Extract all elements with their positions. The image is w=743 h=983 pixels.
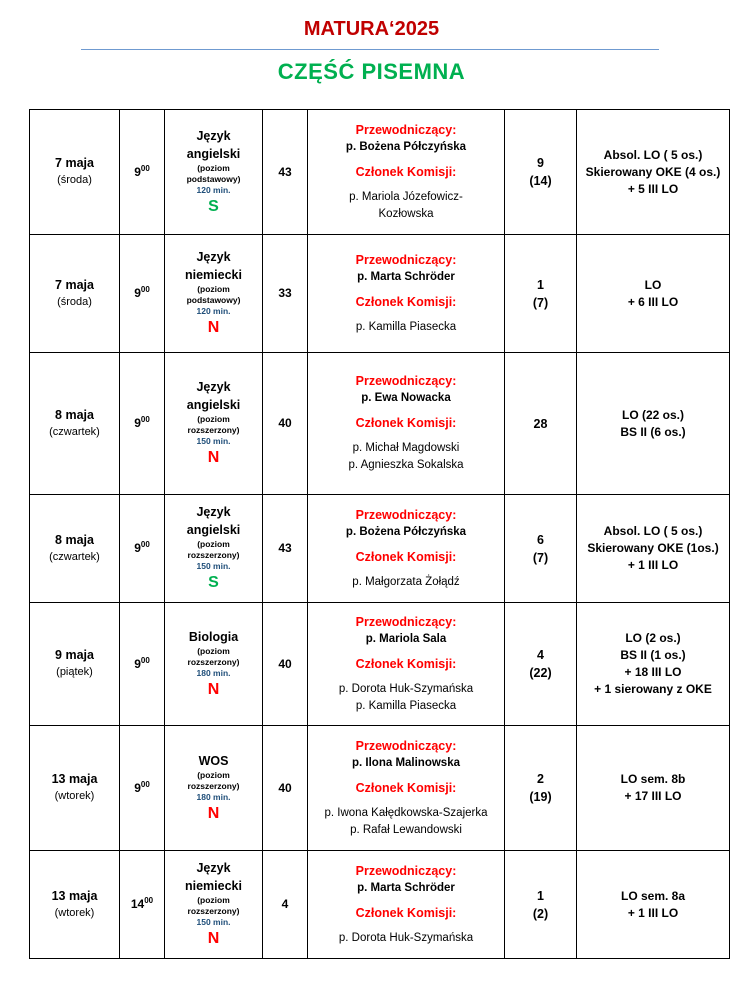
room-cell: 43: [263, 110, 308, 235]
subject-level: (poziom: [197, 769, 230, 780]
exam-weekday: (wtorek): [54, 790, 95, 802]
spacer: [310, 797, 502, 805]
time-cell: [120, 110, 165, 235]
room-cell: 33: [263, 235, 308, 353]
chair-name: p. Ewa Nowacka: [361, 392, 451, 404]
exam-date: 13 maja: [51, 772, 98, 786]
spacer: [310, 673, 502, 681]
exam-schedule-table: [29, 109, 730, 959]
group-entry: + 1 sierowany z OKE: [594, 682, 712, 696]
exam-mark: S: [208, 197, 219, 215]
subject-level: (poziom: [197, 539, 230, 549]
exam-hour: 9: [134, 780, 141, 795]
subject-name: niemiecki: [185, 268, 242, 282]
exam-weekday: (środa): [57, 174, 92, 186]
spacer: [310, 181, 502, 189]
group-entry: + 5 III LO: [627, 181, 679, 196]
exam-mark: S: [208, 574, 219, 591]
subject-name: angielski: [186, 398, 241, 412]
subject-cell: [165, 495, 263, 603]
count-cell: [505, 495, 577, 603]
exam-duration: 120 min.: [196, 306, 231, 316]
page-subtitle: CZĘŚĆ PISEMNA: [277, 59, 466, 84]
student-count: 2: [537, 772, 544, 786]
exam-weekday: (czwartek): [49, 550, 100, 563]
spacer: [310, 156, 502, 164]
student-count: (22): [529, 666, 552, 680]
time-cell: [120, 726, 165, 851]
spacer: [310, 407, 502, 415]
group-entry: LO sem. 8a: [620, 888, 686, 903]
subject-name: WOS: [198, 753, 229, 768]
committee-cell: [308, 353, 505, 495]
subject-name: Język: [196, 250, 231, 264]
group-entry: + 1 III LO: [627, 558, 679, 572]
chair-name: p. Bożena Półczyńska: [345, 140, 467, 153]
exam-mark: N: [207, 930, 220, 947]
committee-cell: [308, 110, 505, 235]
group-entry: Skierowany OKE (4 os.): [585, 164, 721, 179]
student-count: 4: [537, 648, 544, 662]
student-count: (2): [532, 906, 549, 921]
subject-name: Język: [196, 128, 231, 143]
exam-mark: N: [207, 680, 220, 698]
student-count: (7): [532, 550, 549, 565]
room-cell: 43: [263, 495, 308, 603]
subject-cell: [165, 603, 263, 726]
member-name: p. Agnieszka Sokalska: [348, 459, 464, 471]
student-count: 6: [537, 532, 544, 547]
member-label: Członek Komisji:: [355, 164, 457, 179]
date-cell: [30, 726, 120, 851]
groups-cell: [577, 353, 730, 495]
group-entry: BS II (1 os.): [620, 648, 686, 662]
member-label: Członek Komisji:: [355, 656, 457, 671]
exam-minutes: 00: [140, 655, 150, 665]
table-row: [30, 495, 730, 603]
group-entry: Absol. LO ( 5 os.): [603, 524, 703, 538]
spacer: [310, 772, 502, 780]
subject-name: Biologia: [188, 629, 239, 644]
chair-label: Przewodniczący:: [355, 863, 457, 878]
spacer: [310, 432, 502, 440]
spacer: [310, 311, 502, 319]
member-name: p. Michał Magdowski: [352, 442, 460, 454]
member-name: p. Kamilla Piasecka: [355, 320, 457, 333]
group-entry: + 17 III LO: [624, 789, 682, 803]
chair-label: Przewodniczący:: [355, 738, 457, 753]
subject-level: rozszerzony): [187, 425, 240, 435]
exam-minutes: 00: [140, 163, 150, 173]
date-cell: [30, 851, 120, 959]
member-name: Kozłowska: [378, 207, 434, 220]
room-cell: 40: [263, 603, 308, 726]
subject-name: niemiecki: [185, 879, 242, 893]
student-count: 1: [537, 277, 544, 292]
student-count: (19): [529, 790, 552, 804]
room-cell: 40: [263, 353, 308, 495]
exam-minutes: 00: [140, 285, 150, 294]
exam-hour: 14: [130, 897, 145, 911]
count-cell: [505, 353, 577, 495]
table-row: [30, 235, 730, 353]
chair-name: p. Bożena Półczyńska: [345, 525, 467, 538]
exam-duration: 150 min.: [196, 436, 231, 446]
exam-date: 9 maja: [55, 648, 94, 662]
member-label: Członek Komisji:: [355, 416, 457, 430]
groups-cell: [577, 110, 730, 235]
groups-cell: [577, 495, 730, 603]
committee-cell: [308, 603, 505, 726]
exam-date: 7 maja: [55, 277, 94, 292]
exam-date: 8 maja: [55, 407, 94, 422]
exam-hour: 9: [134, 286, 141, 300]
subject-level: (poziom: [197, 895, 230, 905]
time-cell: [120, 495, 165, 603]
exam-duration: 150 min.: [196, 917, 231, 927]
subject-name: Język: [196, 380, 231, 394]
chair-label: Przewodniczący:: [355, 374, 457, 388]
committee-cell: [308, 726, 505, 851]
groups-cell: [577, 235, 730, 353]
group-entry: BS II (6 os.): [620, 424, 686, 439]
exam-duration: 180 min.: [196, 791, 231, 802]
exam-duration: 180 min.: [196, 667, 231, 678]
member-name: p. Mariola Józefowicz-: [349, 190, 463, 203]
subject-level: rozszerzony): [187, 780, 240, 791]
time-cell: [120, 353, 165, 495]
groups-cell: [577, 851, 730, 959]
member-label: Członek Komisji:: [355, 549, 457, 564]
exam-minutes: 00: [144, 896, 154, 905]
count-cell: [505, 603, 577, 726]
member-name: p. Małgorzata Żołądź: [352, 575, 460, 588]
spacer: [310, 648, 502, 656]
subject-level: (poziom: [197, 162, 230, 173]
title-divider: [81, 49, 659, 50]
exam-hour: 9: [134, 164, 141, 179]
count-cell: [505, 726, 577, 851]
subject-level: rozszerzony): [187, 656, 240, 667]
exam-date: 7 maja: [55, 156, 94, 170]
chair-label: Przewodniczący:: [355, 252, 457, 267]
chair-label: Przewodniczący:: [355, 507, 457, 522]
subject-cell: [165, 726, 263, 851]
member-name: p. Dorota Huk-Szymańska: [338, 931, 474, 944]
table-row: [30, 110, 730, 235]
subject-level: podstawowy): [186, 173, 241, 184]
group-entry: + 1 III LO: [627, 905, 679, 920]
date-cell: [30, 495, 120, 603]
spacer: [310, 566, 502, 574]
table-row: [30, 851, 730, 959]
spacer: [310, 922, 502, 930]
count-cell: [505, 235, 577, 353]
student-count: 28: [533, 416, 548, 431]
chair-name: p. Mariola Sala: [365, 632, 447, 645]
chair-name: p. Ilona Malinowska: [352, 756, 460, 769]
groups-cell: [577, 603, 730, 726]
exam-minutes: 00: [140, 779, 150, 789]
exam-minutes: 00: [140, 540, 150, 549]
member-name: p. Rafał Lewandowski: [350, 823, 462, 836]
group-entry: + 6 III LO: [627, 294, 679, 309]
group-entry: + 18 III LO: [624, 665, 682, 679]
exam-weekday: (piątek): [56, 666, 93, 678]
groups-cell: [577, 726, 730, 851]
subject-name: angielski: [186, 146, 241, 161]
subject-cell: [165, 851, 263, 959]
spacer: [310, 541, 502, 549]
student-count: (14): [529, 174, 552, 188]
date-cell: [30, 110, 120, 235]
group-entry: Skierowany OKE (1os.): [587, 541, 719, 555]
subject-level: (poziom: [197, 645, 230, 656]
subject-level: podstawowy): [186, 295, 241, 305]
member-name: p. Dorota Huk-Szymańska: [338, 682, 474, 695]
chair-label: Przewodniczący:: [355, 614, 457, 629]
spacer: [310, 286, 502, 294]
date-cell: [30, 353, 120, 495]
date-cell: [30, 235, 120, 353]
subject-name: Język: [196, 505, 231, 519]
exam-weekday: (czwartek): [49, 425, 100, 438]
page-title: MATURA‘2025: [303, 18, 440, 40]
count-cell: [505, 110, 577, 235]
time-cell: [120, 235, 165, 353]
group-entry: LO (22 os.): [621, 407, 684, 422]
committee-cell: [308, 235, 505, 353]
student-count: 9: [537, 156, 544, 170]
exam-weekday: (środa): [57, 295, 92, 308]
date-cell: [30, 603, 120, 726]
exam-date: 13 maja: [51, 888, 98, 903]
subject-name: Język: [196, 861, 231, 875]
room-cell: 40: [263, 726, 308, 851]
count-cell: [505, 851, 577, 959]
exam-mark: N: [207, 319, 220, 336]
subject-level: (poziom: [197, 414, 230, 424]
group-entry: Absol. LO ( 5 os.): [603, 147, 703, 162]
exam-minutes: 00: [140, 415, 150, 424]
exam-weekday: (wtorek): [54, 906, 95, 919]
exam-hour: 9: [134, 656, 141, 671]
group-entry: LO (2 os.): [625, 631, 681, 645]
table-row: [30, 603, 730, 726]
member-name: p. Kamilla Piasecka: [355, 699, 457, 712]
member-label: Członek Komisji:: [355, 294, 457, 309]
chair-label: Przewodniczący:: [355, 122, 457, 137]
member-name: p. Iwona Kałędkowska-Szajerka: [324, 806, 488, 819]
member-label: Członek Komisji:: [355, 905, 457, 920]
exam-date: 8 maja: [55, 532, 94, 547]
spacer: [310, 897, 502, 905]
subject-level: rozszerzony): [187, 550, 240, 560]
chair-name: p. Marta Schröder: [357, 881, 455, 894]
exam-mark: N: [207, 449, 220, 466]
time-cell: [120, 851, 165, 959]
room-cell: 4: [263, 851, 308, 959]
exam-duration: 150 min.: [196, 561, 231, 571]
subject-cell: [165, 110, 263, 235]
chair-name: p. Marta Schröder: [357, 270, 455, 283]
subject-name: angielski: [186, 523, 241, 537]
time-cell: [120, 603, 165, 726]
exam-duration: 120 min.: [196, 184, 231, 195]
committee-cell: [308, 495, 505, 603]
table-row: [30, 726, 730, 851]
student-count: (7): [532, 295, 549, 310]
subject-cell: [165, 353, 263, 495]
subject-cell: [165, 235, 263, 353]
subject-level: (poziom: [197, 284, 230, 294]
student-count: 1: [537, 888, 544, 903]
table-row: [30, 353, 730, 495]
group-entry: LO: [644, 277, 662, 292]
exam-mark: N: [207, 804, 220, 822]
subject-level: rozszerzony): [187, 906, 240, 916]
group-entry: LO sem. 8b: [620, 772, 686, 786]
member-label: Członek Komisji:: [355, 780, 457, 795]
exam-hour: 9: [134, 416, 141, 430]
committee-cell: [308, 851, 505, 959]
exam-hour: 9: [134, 541, 141, 555]
